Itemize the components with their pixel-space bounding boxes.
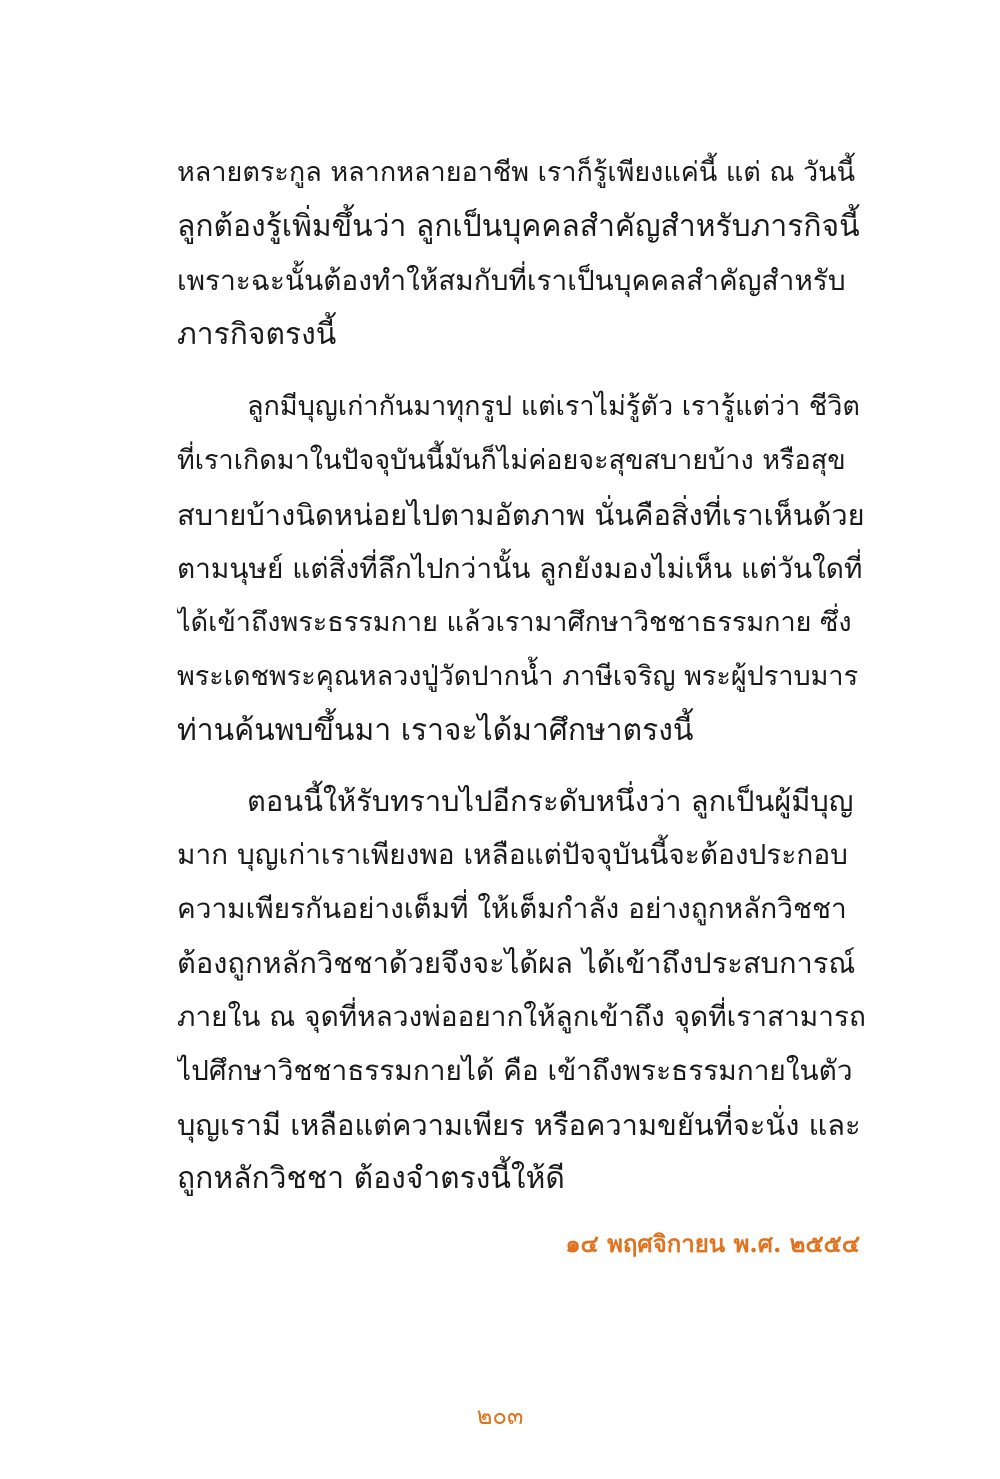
text-line: ตามนุษย์ แต่สิ่งที่ลึกไปกว่านั้น ลูกยังมองไม่เห็น แต่วันใดที่ — [177, 552, 863, 585]
text-line: ลูกต้องรู้เพิ่มขึ้นว่า ลูกเป็นบุคคลสำคัญสำหรับภารกิจนี้ — [177, 209, 860, 244]
text-line: พระเดชพระคุณหลวงปู่วัดปากน้ำ ภาษีเจริญ พระผู้ปราบมาร — [177, 661, 859, 692]
text-line: บุญเรามี เหลือแต่ความเพียร หรือความขยันที่จะนั่ง และ — [177, 1108, 861, 1142]
date-signature: ๑๔ พฤศจิกายน พ.ศ. ๒๕๕๔ — [565, 1229, 860, 1258]
text-line: ถูกหลักวิชชา ต้องจำตรงนี้ให้ดี — [177, 1161, 565, 1196]
text-line: ภายใน ณ จุดที่หลวงพ่ออยากให้ลูกเข้าถึง จุดที่เราสามารถ — [177, 1000, 866, 1033]
paragraph-3 — [177, 774, 867, 1206]
paragraph-2 — [177, 380, 867, 758]
paragraph-1 — [177, 146, 867, 362]
text-line: ได้เข้าถึงพระธรรมกาย แล้วเรามาศึกษาวิชชาธรรมกาย ซึ่ง — [177, 607, 852, 638]
text-line: มาก บุญเก่าเราเพียงพอ เหลือแต่ปัจจุบันนี้จะต้องประกอบ — [177, 838, 848, 871]
text-line: ที่เราเกิดมาในปัจจุบันนี้มันก็ไม่ค่อยจะสุขสบายบ้าง หรือสุข — [177, 445, 846, 476]
text-line: ต้องถูกหลักวิชชาด้วยจึงจะได้ผล ได้เข้าถึงประสบการณ์ — [177, 946, 856, 980]
text-line: ไปศึกษาวิชชาธรรมกายได้ คือ เข้าถึงพระธรรมกายในตัว — [177, 1054, 853, 1087]
text-line: หลายตระกูล หลากหลายอาชีพ เราก็รู้เพียงแค่นี้ แต่ ณ วันนี้ — [177, 157, 856, 188]
text-line: ความเพียรกันอย่างเต็มที่ ให้เต็มกำลัง อย่างถูกหลักวิชชา — [177, 892, 847, 925]
text-line: เพราะฉะนั้นต้องทำให้สมกับที่เราเป็นบุคคลสำคัญสำหรับ — [177, 264, 846, 297]
text-line: ลูกมีบุญเก่ากันมาทุกรูป แต่เราไม่รู้ตัว เรารู้แต่ว่า ชีวิต — [247, 391, 860, 422]
text-line: สบายบ้างนิดหน่อยไปตามอัตภาพ นั่นคือสิ่งที่เราเห็นด้วย — [177, 498, 865, 532]
text-line: ภารกิจตรงนี้ — [177, 317, 337, 352]
page-number: ๒๐๓ — [476, 1402, 524, 1430]
text-line: ตอนนี้ให้รับทราบไปอีกระดับหนึ่งว่า ลูกเป็นผู้มีบุญ — [247, 784, 854, 818]
text-line: ท่านค้นพบขึ้นมา เราจะได้มาศึกษาตรงนี้ — [177, 713, 694, 748]
